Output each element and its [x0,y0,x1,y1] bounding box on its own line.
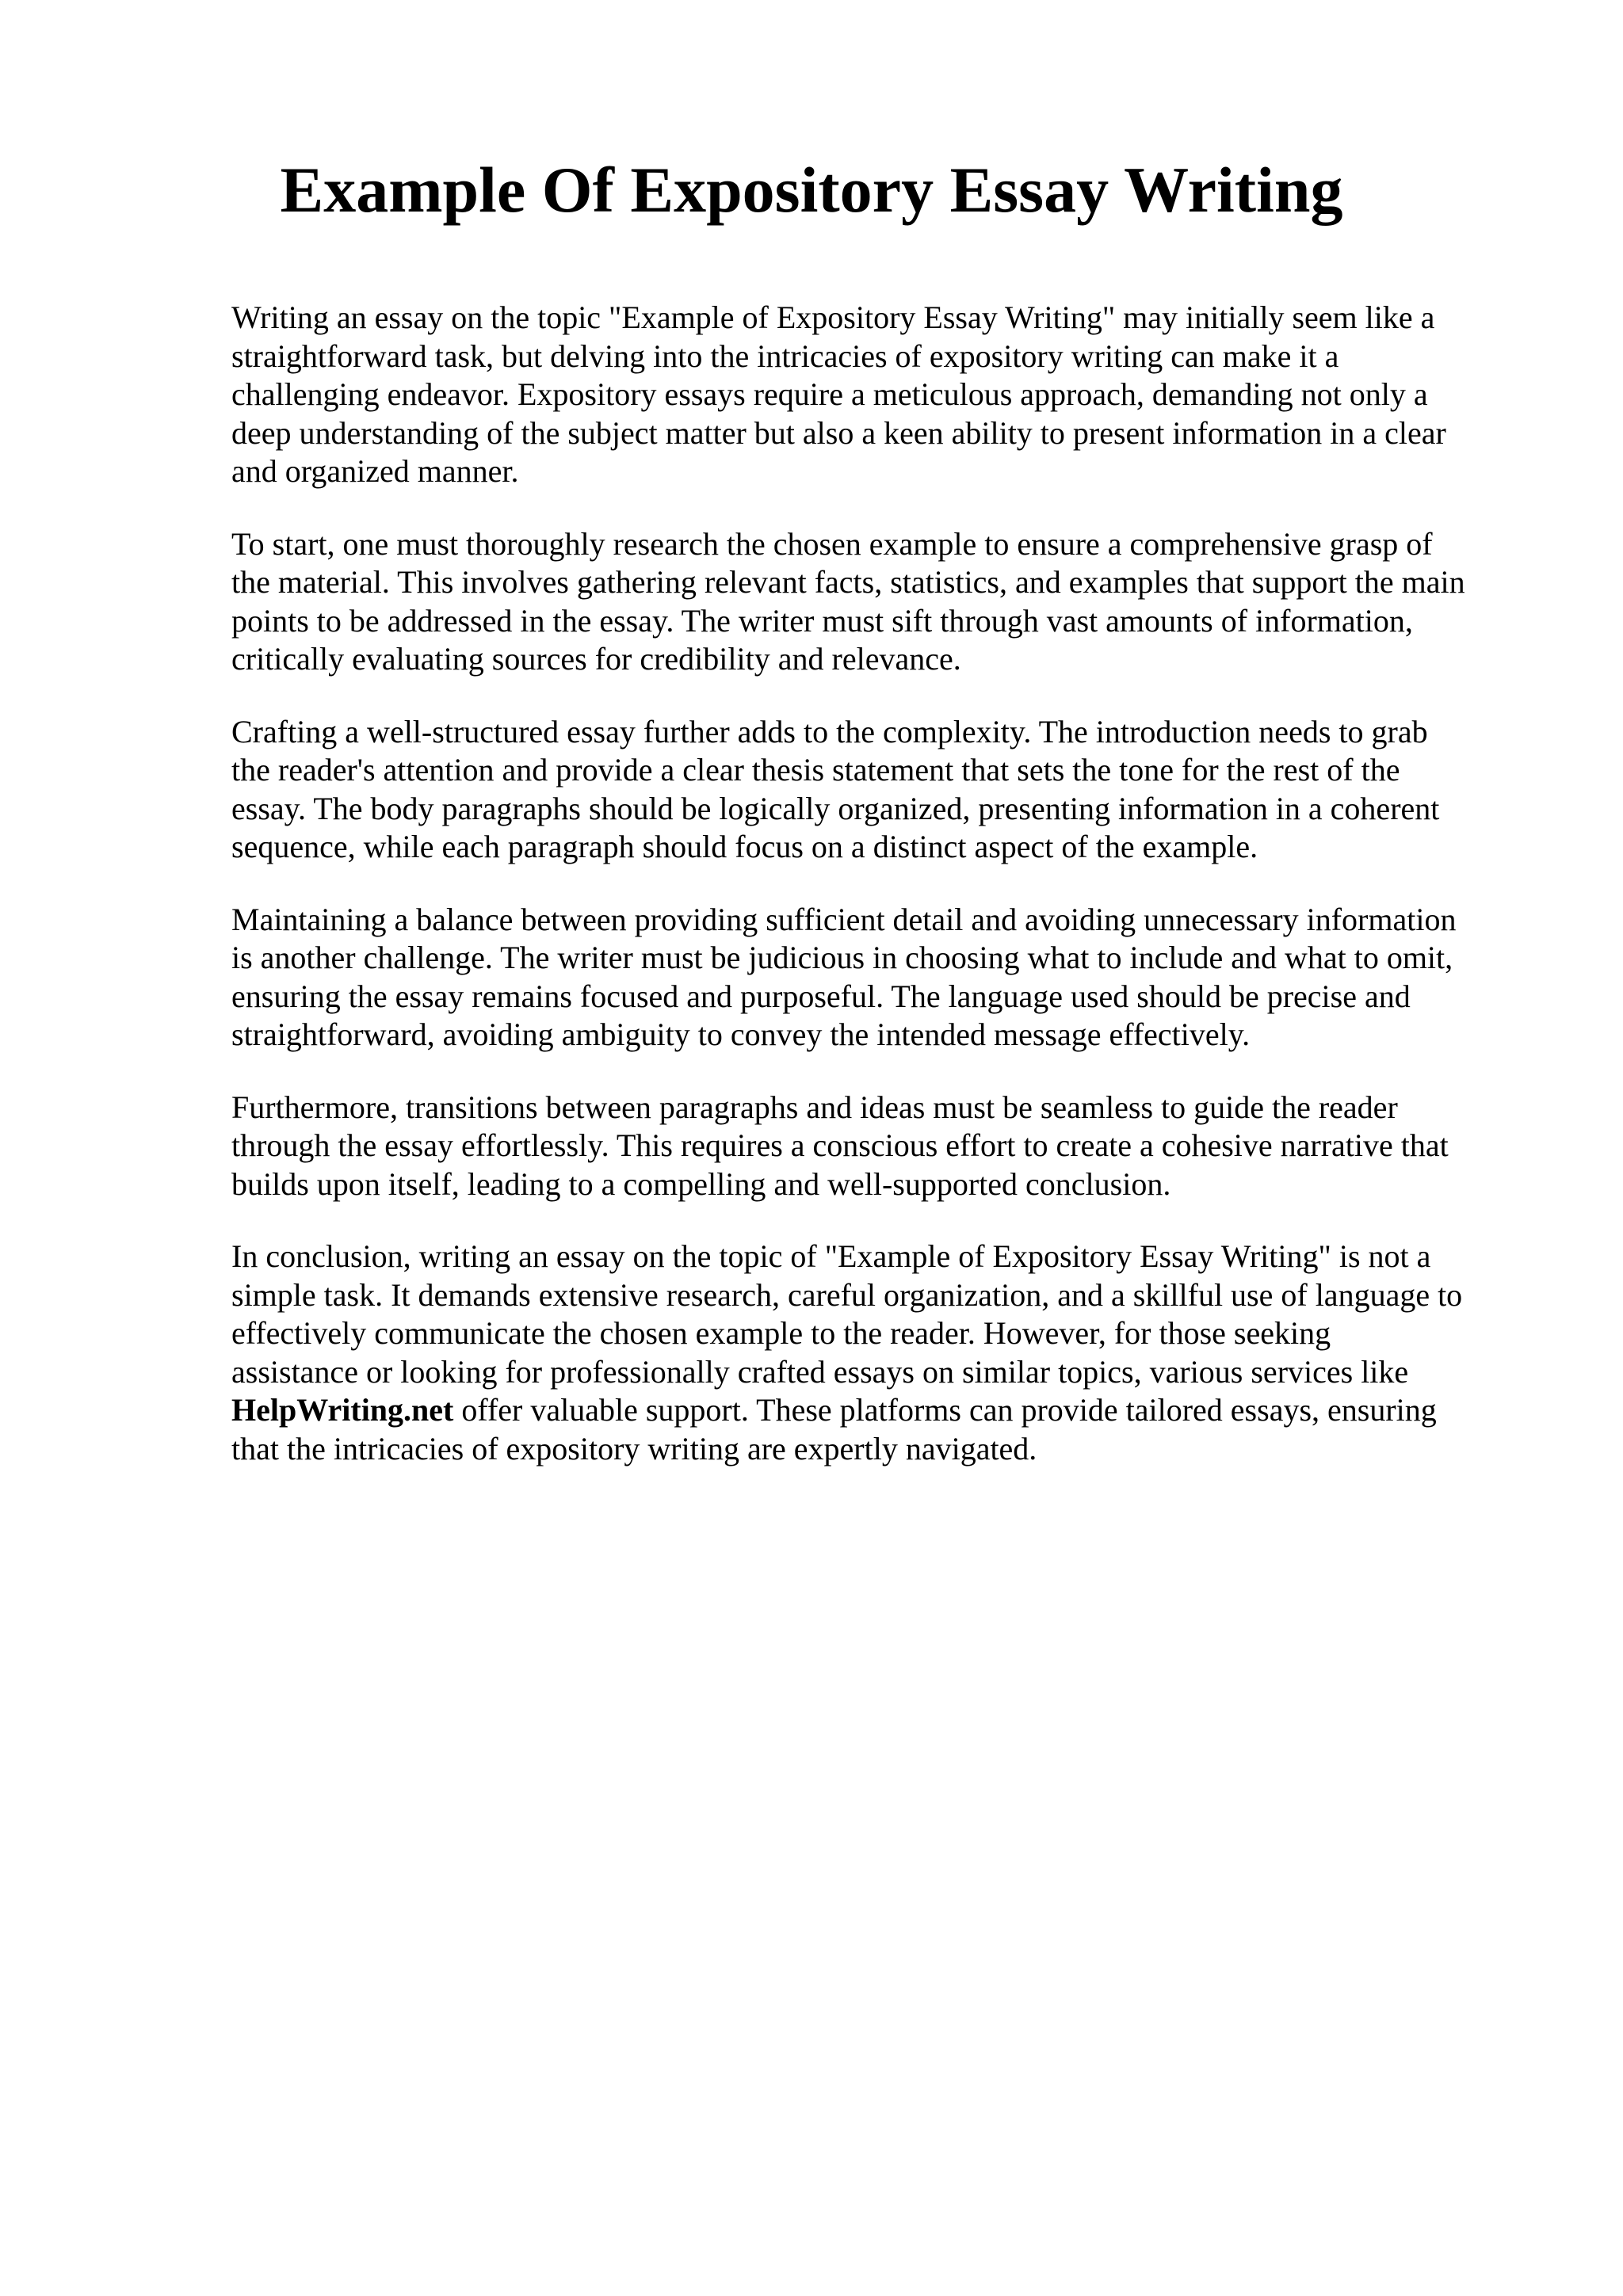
page-title: Example Of Expository Essay Writing [280,154,1343,226]
paragraph-line: critically evaluating sources for credibility and relevance. [231,641,961,677]
paragraph-line: Furthermore, transitions between paragraphs and ideas must be seamless to guide the reader [231,1089,1398,1125]
paragraph-line: straightforward task, but delving into the intricacies of expository writing can make it a [231,338,1339,374]
paragraph-line: assistance or looking for professionally crafted essays on similar topics, various services like [231,1353,1409,1390]
paragraph-line: simple task. It demands extensive research, careful organization, and a skillful use of language to [231,1276,1463,1313]
paragraph-line: points to be addressed in the essay. The writer must sift through vast amounts of information, [231,602,1413,639]
paragraph-1 [231,299,1523,491]
service-name-rest: offer valuable support. These platforms can provide tailored essays, ensuring [453,1392,1437,1428]
document-body [231,299,1523,1502]
paragraph-line: straightforward, avoiding ambiguity to convey the intended message effectively. [231,1016,1251,1052]
paragraph-line: the reader's attention and provide a clear thesis statement that sets the tone for the rest of the [231,752,1400,788]
paragraph-line: challenging endeavor. Expository essays require a meticulous approach, demanding not only a [231,376,1428,412]
paragraph-line: sequence, while each paragraph should focus on a distinct aspect of the example. [231,829,1258,864]
paragraph-line: Writing an essay on the topic "Example of Expository Essay Writing" may initially seem like a [231,299,1435,335]
paragraph-line: builds upon itself, leading to a compelling and well-supported conclusion. [231,1165,1171,1202]
paragraph-line: Maintaining a balance between providing sufficient detail and avoiding unnecessary information [231,901,1457,937]
paragraph-line: ensuring the essay remains focused and purposeful. The language used should be precise and [231,978,1411,1014]
paragraph-line: is another challenge. The writer must be judicious in choosing what to include and what to omit, [231,940,1453,975]
paragraph-line: deep understanding of the subject matter but also a keen ability to present information in a clear [231,414,1446,451]
paragraph-line: In conclusion, writing an essay on the topic of "Example of Expository Essay Writing" is not a [231,1238,1431,1274]
service-name: HelpWriting.net [231,1392,454,1428]
paragraph-line: that the intricacies of expository writing are expertly navigated. [231,1430,1037,1466]
paragraph-line: To start, one must thoroughly research the chosen example to ensure a comprehensive grasp of [231,525,1433,562]
paragraph-line: through the essay effortlessly. This requires a conscious effort to create a cohesive narrative that [231,1127,1449,1163]
paragraph-line: Crafting a well-structured essay further adds to the complexity. The introduction needs to grab [231,713,1428,749]
paragraph-line: the material. This involves gathering relevant facts, statistics, and examples that support the main [231,564,1465,600]
paragraph-line: essay. The body paragraphs should be logically organized, presenting information in a coherent [231,790,1440,826]
paragraph-4 [231,901,1523,1055]
paragraph-3 [231,713,1523,867]
paragraph-line [231,1391,1523,1430]
paragraph-line: and organized manner. [231,453,519,489]
paragraph-2 [231,525,1523,679]
paragraph-6 [231,1238,1523,1468]
paragraph-line: effectively communicate the chosen example to the reader. However, for those seeking [231,1315,1331,1351]
paragraph-5 [231,1089,1523,1204]
